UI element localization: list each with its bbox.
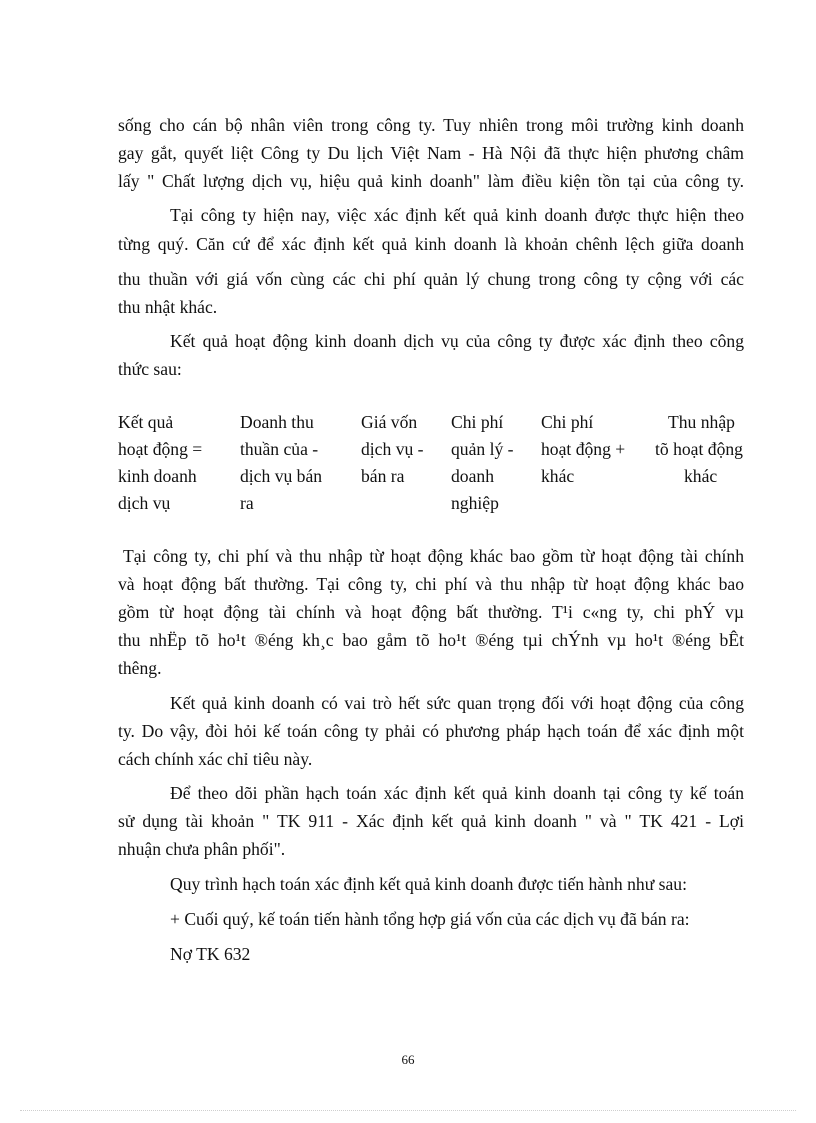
body-text-line: thức sau: — [118, 359, 182, 379]
body-text-line: Tại công ty, chi phí và thu nhập từ hoạt động khác bao gồm từ hoạt động tài chính — [123, 546, 744, 566]
formula-term-other-income: tõ hoạt động — [655, 439, 743, 459]
body-text-line: Kết quả hoạt động kinh doanh dịch vụ của công ty được xác định theo công — [170, 331, 744, 351]
body-text-line: Tại công ty hiện nay, việc xác định kết quả kinh doanh được thực hiện theo — [170, 205, 744, 225]
formula-term-admin-expense: nghiệp — [451, 493, 499, 513]
formula-term-result: hoạt động = — [118, 439, 203, 459]
formula-term-admin-expense: quản lý - — [451, 439, 514, 459]
body-text-line: và hoạt động bất thường. Tại công ty, chi phí và thu nhập từ hoạt động khác bao — [118, 574, 744, 594]
body-text-line: lấy " Chất lượng dịch vụ, hiệu quả kinh doanh" làm điều kiện tồn tại của công ty. — [118, 171, 744, 191]
footer-divider — [20, 1110, 796, 1111]
body-text-line: Để theo dõi phần hạch toán xác định kết quả kinh doanh tại công ty kế toán — [170, 783, 744, 803]
body-text-line: nhuận chưa phân phối". — [118, 839, 286, 859]
body-text-line: thu nhËp tõ ho¹t ®éng kh¸c bao gåm tõ ho¹t ®éng tµi chÝnh vµ ho¹t ®éng bÊt — [118, 630, 744, 650]
body-text-line: thu nhật khác. — [118, 297, 218, 317]
formula-term-admin-expense: doanh — [451, 466, 494, 486]
formula-term-cost: bán ra — [361, 466, 405, 486]
formula-term-result: kinh doanh — [118, 466, 197, 486]
body-text-line: thu thuần với giá vốn cùng các chi phí quản lý chung trong công ty cộng với các — [118, 269, 744, 289]
formula-term-other-income: khác — [684, 466, 718, 486]
body-text-line: thêng. — [118, 658, 162, 678]
body-text-line: + Cuối quý, kế toán tiến hành tổng hợp giá vốn của các dịch vụ đã bán ra: — [170, 909, 690, 929]
formula-term-cost: dịch vụ - — [361, 439, 424, 459]
formula-term-other-income: Thu nhập — [668, 412, 735, 432]
body-text-line: cách chính xác chỉ tiêu này. — [118, 749, 313, 769]
body-text-line: ty. Do vậy, đòi hỏi kế toán công ty phải có phương pháp hạch toán để xác định một — [118, 721, 744, 741]
formula-term-admin-expense: Chi phí — [451, 412, 504, 432]
page-number: 66 — [401, 1052, 415, 1067]
body-text-line: sử dụng tài khoản " TK 911 - Xác định kết quả kinh doanh " và " TK 421 - Lợi — [118, 811, 744, 831]
formula-term-revenue: dịch vụ bán — [240, 466, 323, 486]
body-text-line: gồm từ hoạt động tài chính và hoạt động bất thường. T¹i c«ng ty, chi phÝ vµ — [118, 602, 744, 622]
body-text-line: Quy trình hạch toán xác định kết quả kinh doanh được tiến hành như sau: — [170, 874, 687, 894]
formula-term-other-expense: Chi phí — [541, 412, 594, 432]
formula-term-result: Kết quả — [118, 412, 174, 432]
body-text-line: Kết quả kinh doanh có vai trò hết sức quan trọng đối với hoạt động của công — [170, 693, 744, 713]
body-text-line: sống cho cán bộ nhân viên trong công ty. Tuy nhiên trong môi trường kinh doanh — [118, 115, 744, 135]
formula-term-cost: Giá vốn — [361, 412, 418, 432]
formula-term-revenue: thuần của - — [240, 439, 319, 459]
formula-term-revenue: ra — [240, 493, 254, 513]
formula-term-result: dịch vụ — [118, 493, 171, 513]
formula-term-other-expense: khác — [541, 466, 575, 486]
body-text-line: Nợ TK 632 — [170, 944, 251, 964]
body-text-line: gay gắt, quyết liệt Công ty Du lịch Việt Nam - Hà Nội đã thực hiện phương châm — [118, 143, 744, 163]
body-text-line: từng quý. Căn cứ để xác định kết quả kinh doanh là khoản chênh lệch giữa doanh — [118, 234, 744, 254]
formula-term-revenue: Doanh thu — [240, 412, 314, 432]
formula-term-other-expense: hoạt động + — [541, 439, 626, 459]
